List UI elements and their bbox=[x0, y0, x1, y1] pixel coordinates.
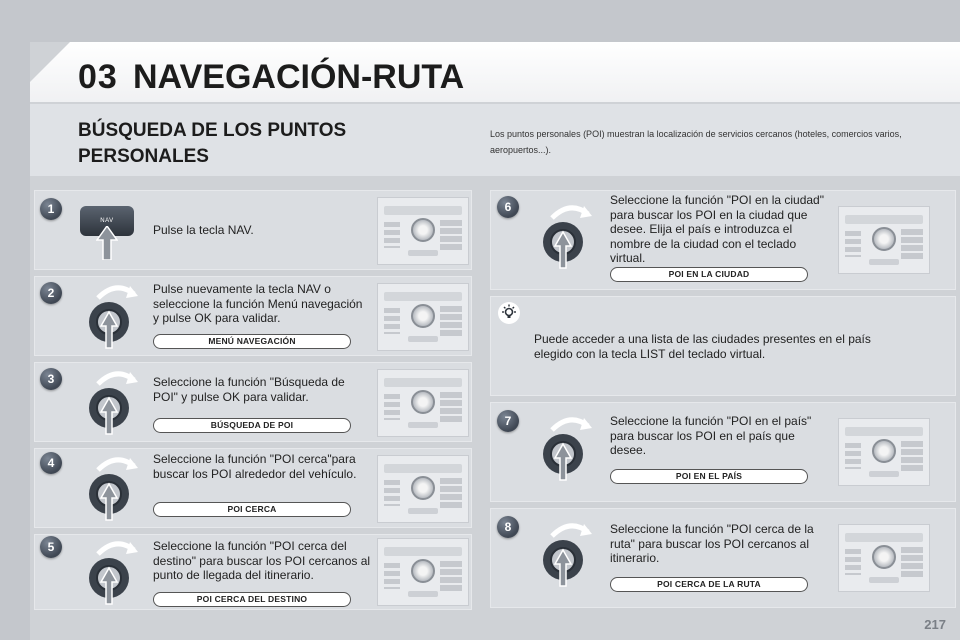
menu-label-pill: POI CERCA DE LA RUTA bbox=[610, 577, 808, 592]
rotary-dial-icon bbox=[530, 200, 600, 270]
step-badge: 7 bbox=[497, 410, 519, 432]
rotary-dial-icon bbox=[76, 452, 146, 522]
nav-key-icon: NAV bbox=[80, 206, 134, 236]
rotary-dial-icon bbox=[76, 366, 146, 436]
rotary-dial-icon bbox=[530, 412, 600, 482]
step-text: Seleccione la función "POI cerca"para buscar los POI alrededor del vehículo. bbox=[153, 452, 357, 481]
radio-panel-image bbox=[838, 524, 930, 592]
radio-panel-image bbox=[838, 206, 930, 274]
rotary-dial-icon bbox=[76, 280, 146, 350]
step-badge: 8 bbox=[497, 516, 519, 538]
lightbulb-icon bbox=[498, 302, 520, 324]
step-text: Pulse nuevamente la tecla NAV o seleccione la función Menú navegación y pulse OK para validar. bbox=[153, 282, 363, 325]
chapter-number: 03 bbox=[78, 58, 118, 96]
step-badge: 4 bbox=[40, 452, 62, 474]
page-number: 217 bbox=[924, 617, 946, 632]
rotary-dial-icon bbox=[76, 536, 146, 606]
step-badge: 3 bbox=[40, 368, 62, 390]
step-badge: 1 bbox=[40, 198, 62, 220]
step-badge: 5 bbox=[40, 536, 62, 558]
intro-text: Los puntos personales (POI) muestran la localización de servicios cercanos (hoteles, comercios varios, aeropuertos...). bbox=[490, 129, 902, 155]
menu-label-pill: BÚSQUEDA DE POI bbox=[153, 418, 351, 433]
step-badge: 2 bbox=[40, 282, 62, 304]
step-text: Seleccione la función "POI cerca del destino" para buscar los POI cercanos al punto de llegada del itinerario. bbox=[153, 539, 371, 582]
tip-text: Puede acceder a una lista de las ciudades presentes en el país elegido con la tecla LIST del teclado virtual. bbox=[534, 332, 871, 361]
step-text: Pulse la tecla NAV. bbox=[153, 223, 254, 237]
step-text: Seleccione la función "POI en el país" para buscar los POI en el país que desee. bbox=[610, 414, 812, 457]
step-text: Seleccione la función "POI cerca de la ruta" para buscar los POI cercanos al itinerario. bbox=[610, 522, 814, 565]
radio-panel-image bbox=[838, 418, 930, 486]
menu-label-pill: MENÚ NAVEGACIÓN bbox=[153, 334, 351, 349]
section-title bbox=[78, 118, 398, 170]
radio-panel-image bbox=[377, 197, 469, 265]
step-badge: 6 bbox=[497, 196, 519, 218]
section-title-line2: PERSONALES bbox=[78, 146, 209, 167]
menu-label-pill: POI CERCA DEL DESTINO bbox=[153, 592, 351, 607]
radio-panel-image bbox=[377, 283, 469, 351]
menu-label-pill: POI CERCA bbox=[153, 502, 351, 517]
radio-panel-image bbox=[377, 538, 469, 606]
menu-label-pill: POI EN LA CIUDAD bbox=[610, 267, 808, 282]
press-arrow-icon bbox=[96, 226, 118, 260]
chapter-title: NAVEGACIÓN-RUTA bbox=[133, 58, 465, 96]
step-text: Seleccione la función "Búsqueda de POI" y pulse OK para validar. bbox=[153, 375, 345, 404]
step-text: Seleccione la función "POI en la ciudad" para buscar los POI en la ciudad que desee. Elija el país e introduzca el nombre de la ciudad con el teclado virtual. bbox=[610, 193, 824, 265]
radio-panel-image bbox=[377, 455, 469, 523]
radio-panel-image bbox=[377, 369, 469, 437]
menu-label-pill: POI EN EL PAÍS bbox=[610, 469, 808, 484]
rotary-dial-icon bbox=[530, 518, 600, 588]
section-title-line1: BÚSQUEDA DE LOS PUNTOS bbox=[78, 120, 347, 141]
